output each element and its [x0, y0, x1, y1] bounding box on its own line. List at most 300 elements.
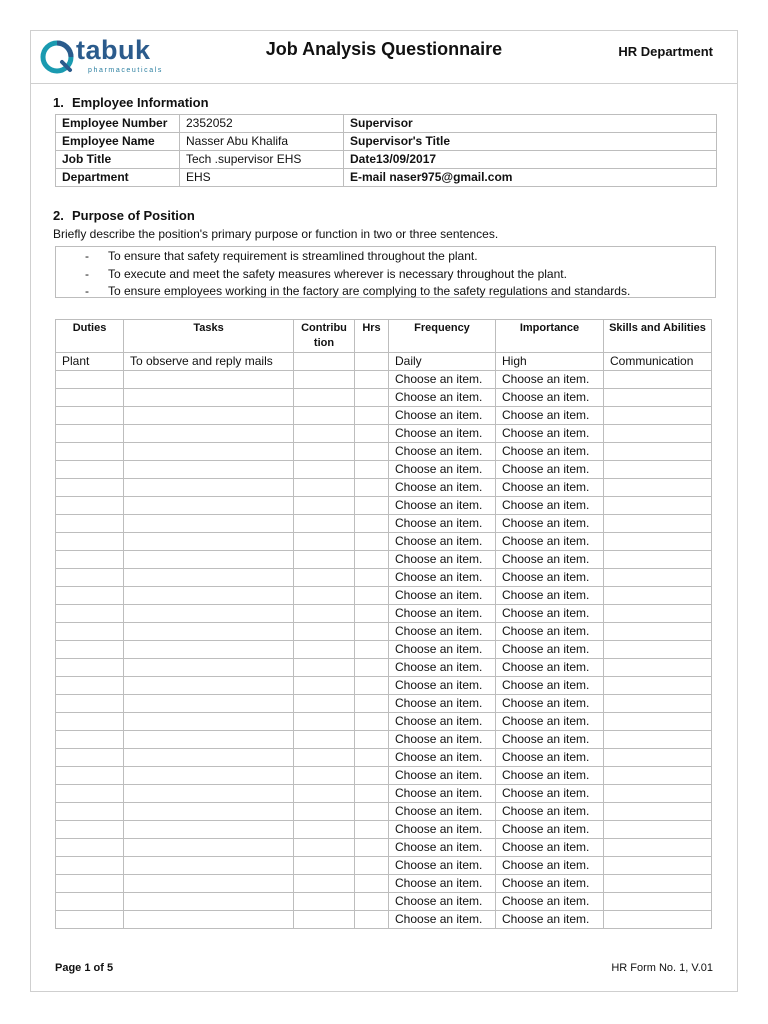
cell-duties[interactable] [56, 767, 124, 785]
cell-hrs[interactable] [355, 587, 389, 605]
cell-contribution[interactable] [294, 713, 355, 731]
bullet-text: To ensure employees working in the factory are complying to the safety regulations and standards. [108, 284, 631, 298]
frequency-dropdown[interactable]: Choose an item. [389, 587, 496, 605]
cell-hrs[interactable] [355, 857, 389, 875]
column-header-importance: Importance [496, 320, 604, 353]
field-label: Employee Number [56, 115, 180, 133]
section-1-heading [53, 95, 209, 110]
section-2-heading [53, 208, 195, 223]
cell-hrs[interactable] [355, 641, 389, 659]
table-row [56, 389, 712, 407]
cell-skills[interactable] [604, 731, 712, 749]
importance-dropdown[interactable]: Choose an item. [496, 497, 604, 515]
table-row [56, 875, 712, 893]
cell-hrs[interactable] [355, 731, 389, 749]
table-row [56, 911, 712, 929]
supervisor-field[interactable]: Supervisor's Title [344, 133, 717, 151]
cell-hrs[interactable] [355, 443, 389, 461]
section-2-number: 2. [53, 208, 64, 223]
table-row [56, 353, 712, 371]
cell-skills[interactable] [604, 533, 712, 551]
cell-tasks[interactable] [124, 893, 294, 911]
importance-dropdown[interactable]: Choose an item. [496, 749, 604, 767]
cell-duties[interactable] [56, 641, 124, 659]
cell-hrs[interactable] [355, 569, 389, 587]
table-row [56, 695, 712, 713]
cell-duties[interactable] [56, 839, 124, 857]
cell-tasks[interactable] [124, 587, 294, 605]
cell-skills[interactable] [604, 911, 712, 929]
cell-tasks[interactable] [124, 515, 294, 533]
table-row [56, 605, 712, 623]
importance-dropdown[interactable]: Choose an item. [496, 911, 604, 929]
form-number: HR Form No. 1, V.01 [611, 962, 713, 974]
cell-contribution[interactable] [294, 623, 355, 641]
cell-tasks[interactable] [124, 551, 294, 569]
cell-contribution[interactable] [294, 353, 355, 371]
table-row [56, 857, 712, 875]
purpose-bullet [56, 248, 715, 266]
cell-duties[interactable] [56, 389, 124, 407]
frequency-dropdown[interactable]: Choose an item. [389, 407, 496, 425]
cell-tasks[interactable] [124, 569, 294, 587]
importance-dropdown[interactable]: Choose an item. [496, 479, 604, 497]
cell-skills[interactable] [604, 551, 712, 569]
cell-tasks[interactable] [124, 749, 294, 767]
frequency-dropdown[interactable]: Choose an item. [389, 713, 496, 731]
cell-hrs[interactable] [355, 659, 389, 677]
cell-contribution[interactable] [294, 659, 355, 677]
section-2-title: Purpose of Position [72, 208, 195, 223]
cell-duties[interactable] [56, 371, 124, 389]
cell-tasks[interactable] [124, 443, 294, 461]
importance-dropdown[interactable]: Choose an item. [496, 407, 604, 425]
field-value[interactable]: EHS [180, 169, 344, 187]
cell-duties[interactable] [56, 695, 124, 713]
frequency-dropdown[interactable]: Choose an item. [389, 911, 496, 929]
cell-tasks[interactable] [124, 533, 294, 551]
cell-tasks[interactable] [124, 407, 294, 425]
cell-contribution[interactable] [294, 605, 355, 623]
field-label: Job Title [56, 151, 180, 169]
cell-tasks[interactable] [124, 767, 294, 785]
cell-duties[interactable] [56, 551, 124, 569]
importance-dropdown[interactable]: Choose an item. [496, 893, 604, 911]
cell-duties[interactable] [56, 659, 124, 677]
cell-skills[interactable] [604, 515, 712, 533]
frequency-dropdown[interactable]: Choose an item. [389, 893, 496, 911]
field-label: Department [56, 169, 180, 187]
table-row [56, 731, 712, 749]
cell-tasks[interactable] [124, 785, 294, 803]
cell-contribution[interactable] [294, 641, 355, 659]
frequency-dropdown[interactable]: Choose an item. [389, 371, 496, 389]
frequency-dropdown[interactable]: Choose an item. [389, 857, 496, 875]
frequency-dropdown[interactable]: Choose an item. [389, 803, 496, 821]
department-label: HR Department [618, 44, 713, 59]
cell-skills[interactable] [604, 713, 712, 731]
cell-hrs[interactable] [355, 911, 389, 929]
cell-tasks[interactable] [124, 479, 294, 497]
cell-contribution[interactable] [294, 569, 355, 587]
cell-hrs[interactable] [355, 425, 389, 443]
cell-skills[interactable] [604, 407, 712, 425]
cell-skills[interactable] [604, 371, 712, 389]
cell-tasks[interactable] [124, 875, 294, 893]
cell-tasks[interactable] [124, 821, 294, 839]
table-row [56, 767, 712, 785]
frequency-dropdown[interactable]: Choose an item. [389, 497, 496, 515]
field-label: Employee Name [56, 133, 180, 151]
cell-hrs[interactable] [355, 461, 389, 479]
cell-contribution[interactable] [294, 875, 355, 893]
importance-dropdown[interactable]: Choose an item. [496, 389, 604, 407]
cell-duties[interactable]: Plant [56, 353, 124, 371]
cell-skills[interactable] [604, 677, 712, 695]
cell-contribution[interactable] [294, 533, 355, 551]
cell-tasks[interactable] [124, 389, 294, 407]
cell-tasks[interactable]: To observe and reply mails [124, 353, 294, 371]
cell-hrs[interactable] [355, 533, 389, 551]
cell-tasks[interactable] [124, 839, 294, 857]
cell-hrs[interactable] [355, 767, 389, 785]
importance-dropdown[interactable]: Choose an item. [496, 569, 604, 587]
cell-hrs[interactable] [355, 407, 389, 425]
cell-contribution[interactable] [294, 839, 355, 857]
table-row [56, 533, 712, 551]
frequency-dropdown[interactable]: Choose an item. [389, 821, 496, 839]
cell-tasks[interactable] [124, 623, 294, 641]
field-value[interactable]: Tech .supervisor EHS [180, 151, 344, 169]
cell-skills[interactable] [604, 803, 712, 821]
cell-hrs[interactable] [355, 371, 389, 389]
cell-tasks[interactable] [124, 371, 294, 389]
frequency-dropdown[interactable]: Choose an item. [389, 695, 496, 713]
cell-frequency[interactable]: Daily [389, 353, 496, 371]
frequency-dropdown[interactable]: Choose an item. [389, 785, 496, 803]
cell-tasks[interactable] [124, 677, 294, 695]
cell-duties[interactable] [56, 569, 124, 587]
page-number: Page 1 of 5 [55, 962, 114, 974]
cell-tasks[interactable] [124, 425, 294, 443]
table-row [56, 407, 712, 425]
cell-duties[interactable] [56, 821, 124, 839]
purpose-bullet [56, 283, 715, 301]
cell-duties[interactable] [56, 533, 124, 551]
table-row [56, 623, 712, 641]
bullet-dash: - [85, 249, 89, 263]
cell-hrs[interactable] [355, 749, 389, 767]
cell-hrs[interactable] [355, 605, 389, 623]
cell-tasks[interactable] [124, 641, 294, 659]
cell-duties[interactable] [56, 677, 124, 695]
table-row [56, 551, 712, 569]
cell-contribution[interactable] [294, 749, 355, 767]
cell-duties[interactable] [56, 605, 124, 623]
cell-skills[interactable] [604, 785, 712, 803]
cell-duties[interactable] [56, 623, 124, 641]
frequency-dropdown[interactable]: Choose an item. [389, 551, 496, 569]
cell-skills[interactable]: Communication [604, 353, 712, 371]
cell-tasks[interactable] [124, 497, 294, 515]
supervisor-field[interactable]: Date13/09/2017 [344, 151, 717, 169]
cell-tasks[interactable] [124, 695, 294, 713]
table-row [56, 587, 712, 605]
cell-duties[interactable] [56, 407, 124, 425]
cell-contribution[interactable] [294, 695, 355, 713]
cell-contribution[interactable] [294, 389, 355, 407]
cell-duties[interactable] [56, 803, 124, 821]
cell-tasks[interactable] [124, 713, 294, 731]
cell-duties[interactable] [56, 515, 124, 533]
frequency-dropdown[interactable]: Choose an item. [389, 425, 496, 443]
importance-dropdown[interactable]: Choose an item. [496, 767, 604, 785]
table-row [56, 479, 712, 497]
cell-contribution[interactable] [294, 443, 355, 461]
cell-duties[interactable] [56, 911, 124, 929]
cell-contribution[interactable] [294, 425, 355, 443]
supervisor-field[interactable]: Supervisor [344, 115, 717, 133]
frequency-dropdown[interactable]: Choose an item. [389, 767, 496, 785]
purpose-instructions: Briefly describe the position's primary purpose or function in two or three sentences. [53, 227, 499, 241]
cell-skills[interactable] [604, 749, 712, 767]
table-row [56, 371, 712, 389]
importance-dropdown[interactable]: Choose an item. [496, 695, 604, 713]
importance-dropdown[interactable]: Choose an item. [496, 857, 604, 875]
cell-duties[interactable] [56, 749, 124, 767]
frequency-dropdown[interactable]: Choose an item. [389, 605, 496, 623]
cell-duties[interactable] [56, 857, 124, 875]
cell-hrs[interactable] [355, 479, 389, 497]
cell-hrs[interactable] [355, 839, 389, 857]
cell-skills[interactable] [604, 425, 712, 443]
importance-dropdown[interactable]: Choose an item. [496, 371, 604, 389]
frequency-dropdown[interactable]: Choose an item. [389, 515, 496, 533]
cell-skills[interactable] [604, 479, 712, 497]
cell-importance[interactable]: High [496, 353, 604, 371]
importance-dropdown[interactable]: Choose an item. [496, 821, 604, 839]
cell-duties[interactable] [56, 785, 124, 803]
cell-tasks[interactable] [124, 911, 294, 929]
cell-contribution[interactable] [294, 767, 355, 785]
importance-dropdown[interactable]: Choose an item. [496, 785, 604, 803]
cell-tasks[interactable] [124, 857, 294, 875]
cell-hrs[interactable] [355, 713, 389, 731]
cell-duties[interactable] [56, 875, 124, 893]
cell-hrs[interactable] [355, 389, 389, 407]
cell-hrs[interactable] [355, 803, 389, 821]
cell-skills[interactable] [604, 605, 712, 623]
table-row [56, 569, 712, 587]
field-value[interactable]: 2352052 [180, 115, 344, 133]
importance-dropdown[interactable]: Choose an item. [496, 641, 604, 659]
purpose-text-box[interactable] [55, 246, 716, 298]
cell-skills[interactable] [604, 461, 712, 479]
cell-duties[interactable] [56, 497, 124, 515]
importance-dropdown[interactable]: Choose an item. [496, 443, 604, 461]
cell-hrs[interactable] [355, 821, 389, 839]
section-1-title: Employee Information [72, 95, 209, 110]
table-row [56, 803, 712, 821]
document-page [30, 30, 738, 992]
cell-hrs[interactable] [355, 695, 389, 713]
frequency-dropdown[interactable]: Choose an item. [389, 479, 496, 497]
cell-contribution[interactable] [294, 893, 355, 911]
cell-skills[interactable] [604, 443, 712, 461]
frequency-dropdown[interactable]: Choose an item. [389, 389, 496, 407]
cell-skills[interactable] [604, 389, 712, 407]
document-title: Job Analysis Questionnaire [265, 39, 503, 59]
employee-info-table [55, 114, 717, 187]
cell-skills[interactable] [604, 767, 712, 785]
frequency-dropdown[interactable]: Choose an item. [389, 677, 496, 695]
cell-skills[interactable] [604, 893, 712, 911]
cell-duties[interactable] [56, 443, 124, 461]
importance-dropdown[interactable]: Choose an item. [496, 803, 604, 821]
importance-dropdown[interactable]: Choose an item. [496, 587, 604, 605]
table-row [56, 515, 712, 533]
table-row [56, 443, 712, 461]
cell-duties[interactable] [56, 587, 124, 605]
cell-hrs[interactable] [355, 893, 389, 911]
table-row [56, 497, 712, 515]
importance-dropdown[interactable]: Choose an item. [496, 677, 604, 695]
importance-dropdown[interactable]: Choose an item. [496, 713, 604, 731]
cell-skills[interactable] [604, 641, 712, 659]
table-row [56, 659, 712, 677]
duties-header-row [56, 320, 712, 353]
employee-info-row [56, 115, 717, 133]
cell-duties[interactable] [56, 893, 124, 911]
column-header-hrs: Hrs [355, 320, 389, 353]
cell-tasks[interactable] [124, 605, 294, 623]
logo-subtext: pharmaceuticals [88, 67, 163, 74]
cell-tasks[interactable] [124, 803, 294, 821]
employee-info-row [56, 151, 717, 169]
cell-contribution[interactable] [294, 677, 355, 695]
cell-hrs[interactable] [355, 497, 389, 515]
importance-dropdown[interactable]: Choose an item. [496, 731, 604, 749]
cell-hrs[interactable] [355, 515, 389, 533]
frequency-dropdown[interactable]: Choose an item. [389, 461, 496, 479]
frequency-dropdown[interactable]: Choose an item. [389, 749, 496, 767]
importance-dropdown[interactable]: Choose an item. [496, 515, 604, 533]
cell-contribution[interactable] [294, 371, 355, 389]
page-header [31, 31, 737, 84]
importance-dropdown[interactable]: Choose an item. [496, 839, 604, 857]
table-row [56, 713, 712, 731]
cell-hrs[interactable] [355, 623, 389, 641]
importance-dropdown[interactable]: Choose an item. [496, 659, 604, 677]
employee-info-row [56, 169, 717, 187]
cell-skills[interactable] [604, 821, 712, 839]
importance-dropdown[interactable]: Choose an item. [496, 623, 604, 641]
importance-dropdown[interactable]: Choose an item. [496, 551, 604, 569]
cell-hrs[interactable] [355, 677, 389, 695]
frequency-dropdown[interactable]: Choose an item. [389, 659, 496, 677]
table-row [56, 893, 712, 911]
table-row [56, 821, 712, 839]
cell-skills[interactable] [604, 839, 712, 857]
importance-dropdown[interactable]: Choose an item. [496, 533, 604, 551]
cell-contribution[interactable] [294, 515, 355, 533]
cell-tasks[interactable] [124, 461, 294, 479]
cell-contribution[interactable] [294, 461, 355, 479]
frequency-dropdown[interactable]: Choose an item. [389, 569, 496, 587]
section-1-number: 1. [53, 95, 64, 110]
cell-contribution[interactable] [294, 497, 355, 515]
cell-contribution[interactable] [294, 911, 355, 929]
cell-skills[interactable] [604, 695, 712, 713]
bullet-text: To ensure that safety requirement is streamlined throughout the plant. [108, 249, 478, 263]
cell-contribution[interactable] [294, 551, 355, 569]
employee-info-row [56, 133, 717, 151]
cell-contribution[interactable] [294, 479, 355, 497]
cell-skills[interactable] [604, 623, 712, 641]
frequency-dropdown[interactable]: Choose an item. [389, 731, 496, 749]
cell-skills[interactable] [604, 857, 712, 875]
frequency-dropdown[interactable]: Choose an item. [389, 875, 496, 893]
cell-skills[interactable] [604, 659, 712, 677]
cell-contribution[interactable] [294, 821, 355, 839]
frequency-dropdown[interactable]: Choose an item. [389, 641, 496, 659]
table-row [56, 461, 712, 479]
cell-duties[interactable] [56, 425, 124, 443]
frequency-dropdown[interactable]: Choose an item. [389, 839, 496, 857]
cell-duties[interactable] [56, 461, 124, 479]
cell-tasks[interactable] [124, 731, 294, 749]
table-row [56, 641, 712, 659]
cell-skills[interactable] [604, 587, 712, 605]
column-header-duties: Duties [56, 320, 124, 353]
bullet-text: To execute and meet the safety measures wherever is necessary throughout the plant. [108, 266, 567, 281]
cell-contribution[interactable] [294, 731, 355, 749]
frequency-dropdown[interactable]: Choose an item. [389, 623, 496, 641]
importance-dropdown[interactable]: Choose an item. [496, 605, 604, 623]
cell-hrs[interactable] [355, 551, 389, 569]
bullet-dash: - [85, 266, 89, 281]
frequency-dropdown[interactable]: Choose an item. [389, 533, 496, 551]
supervisor-field[interactable]: E-mail naser975@gmail.com [344, 169, 717, 187]
cell-contribution[interactable] [294, 803, 355, 821]
cell-contribution[interactable] [294, 587, 355, 605]
field-value[interactable]: Nasser Abu Khalifa [180, 133, 344, 151]
cell-skills[interactable] [604, 875, 712, 893]
bullet-dash: - [85, 284, 89, 298]
cell-skills[interactable] [604, 569, 712, 587]
frequency-dropdown[interactable]: Choose an item. [389, 443, 496, 461]
cell-contribution[interactable] [294, 857, 355, 875]
cell-hrs[interactable] [355, 785, 389, 803]
importance-dropdown[interactable]: Choose an item. [496, 875, 604, 893]
table-row [56, 425, 712, 443]
cell-duties[interactable] [56, 731, 124, 749]
importance-dropdown[interactable]: Choose an item. [496, 425, 604, 443]
column-header-skills: Skills and Abilities [604, 320, 712, 353]
logo-wordmark: tabuk [76, 35, 151, 65]
column-header-frequency: Frequency [389, 320, 496, 353]
cell-tasks[interactable] [124, 659, 294, 677]
importance-dropdown[interactable]: Choose an item. [496, 461, 604, 479]
cell-contribution[interactable] [294, 407, 355, 425]
cell-skills[interactable] [604, 497, 712, 515]
cell-duties[interactable] [56, 713, 124, 731]
cell-hrs[interactable] [355, 353, 389, 371]
cell-hrs[interactable] [355, 875, 389, 893]
cell-contribution[interactable] [294, 785, 355, 803]
cell-duties[interactable] [56, 479, 124, 497]
duties-table [55, 319, 712, 929]
